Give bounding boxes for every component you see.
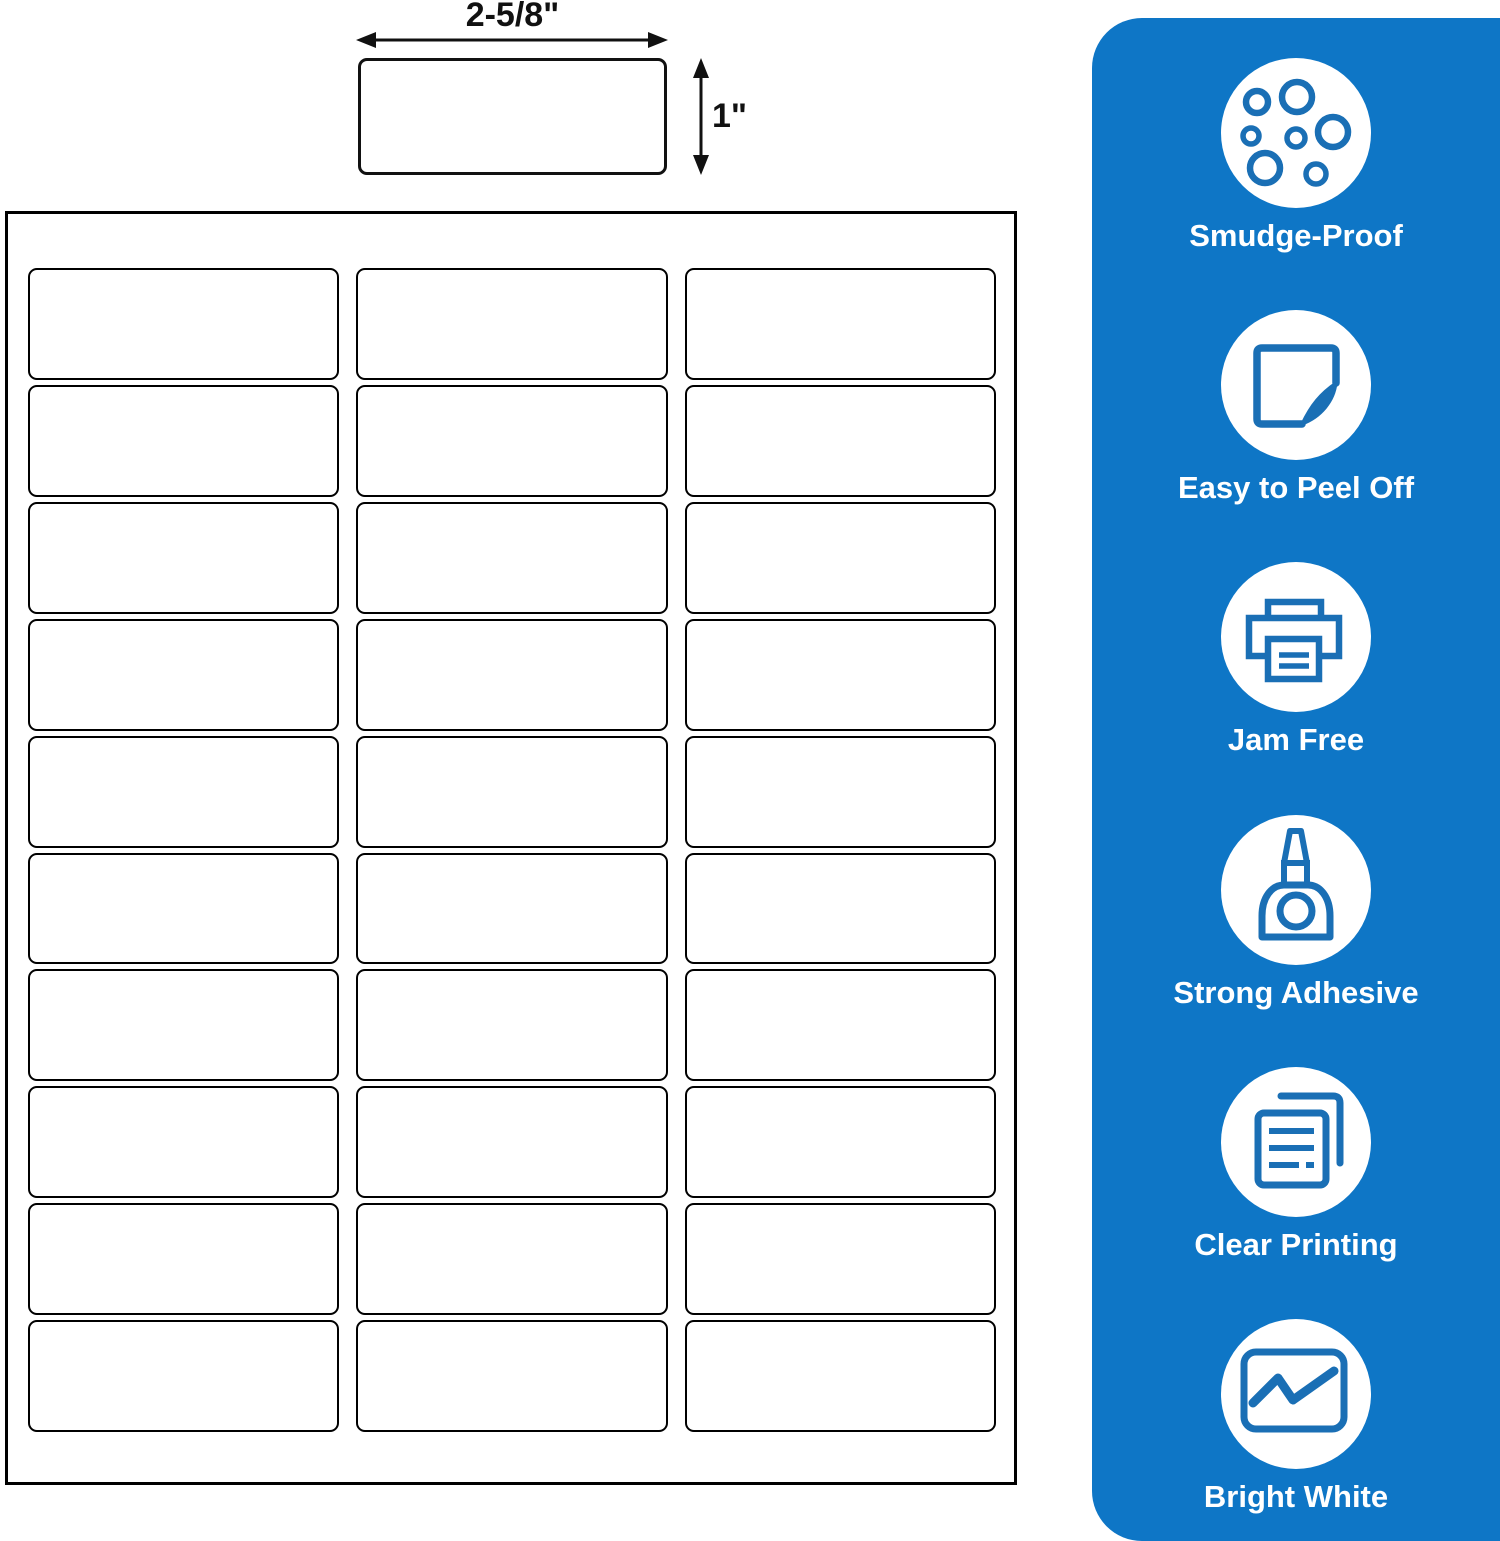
feature-icon-circle — [1221, 58, 1371, 208]
glue-bottle-icon — [1221, 815, 1371, 965]
smudge-proof-icon — [1221, 58, 1371, 208]
bright-white-icon — [1221, 1319, 1371, 1469]
label-cell — [685, 736, 996, 848]
label-cell — [28, 619, 339, 731]
feature-label: Smudge-Proof — [1189, 218, 1403, 253]
feature-label: Strong Adhesive — [1173, 974, 1419, 1010]
size-diagram — [0, 0, 780, 200]
label-cell — [28, 1203, 339, 1315]
feature-label: Bright White — [1203, 1478, 1389, 1514]
feature-label: Easy to Peel Off — [1177, 470, 1415, 506]
feature-icon-circle — [1221, 562, 1371, 712]
label-cell — [28, 853, 339, 965]
feature-icon-circle — [1221, 310, 1371, 460]
width-dimension-label: 2-5/8" — [465, 0, 560, 34]
label-cell — [28, 736, 339, 848]
label-cell — [356, 853, 667, 965]
feature-label: Jam Free — [1227, 722, 1365, 758]
feature-item — [1189, 58, 1403, 254]
feature-label: Clear Printing — [1194, 1226, 1398, 1262]
label-cell — [685, 1320, 996, 1432]
label-cell — [685, 853, 996, 965]
label-cell — [28, 385, 339, 497]
label-cell — [685, 969, 996, 1081]
feature-item — [1204, 1319, 1388, 1515]
label-cell — [685, 619, 996, 731]
label-cell — [356, 268, 667, 380]
peel-off-icon — [1221, 310, 1371, 460]
feature-icon-circle — [1221, 815, 1371, 965]
label-cell — [28, 1320, 339, 1432]
feature-item — [1173, 815, 1418, 1011]
sample-label — [358, 58, 667, 175]
label-cell — [356, 1320, 667, 1432]
label-cell — [28, 969, 339, 1081]
feature-item — [1194, 1067, 1397, 1263]
feature-item — [1221, 562, 1371, 758]
label-sheet-grid — [8, 214, 1014, 1482]
label-cell — [356, 1203, 667, 1315]
height-dimension-label: 1" — [712, 97, 748, 135]
feature-icon-circle — [1221, 1067, 1371, 1217]
label-cell — [356, 385, 667, 497]
label-cell — [356, 736, 667, 848]
label-cell — [685, 1203, 996, 1315]
label-cell — [356, 502, 667, 614]
label-cell — [356, 1086, 667, 1198]
label-cell — [356, 619, 667, 731]
label-cell — [685, 1086, 996, 1198]
document-pages-icon — [1221, 1067, 1371, 1217]
feature-item — [1178, 310, 1414, 506]
label-sheet — [5, 211, 1017, 1485]
printer-icon — [1221, 562, 1371, 712]
label-cell — [685, 268, 996, 380]
label-cell — [356, 969, 667, 1081]
width-arrow-icon — [355, 29, 669, 51]
feature-panel — [1092, 18, 1500, 1541]
feature-icon-circle — [1221, 1319, 1371, 1469]
label-cell — [685, 502, 996, 614]
label-cell — [28, 1086, 339, 1198]
label-cell — [685, 385, 996, 497]
height-arrow-icon — [690, 57, 712, 176]
label-cell — [28, 502, 339, 614]
label-cell — [28, 268, 339, 380]
